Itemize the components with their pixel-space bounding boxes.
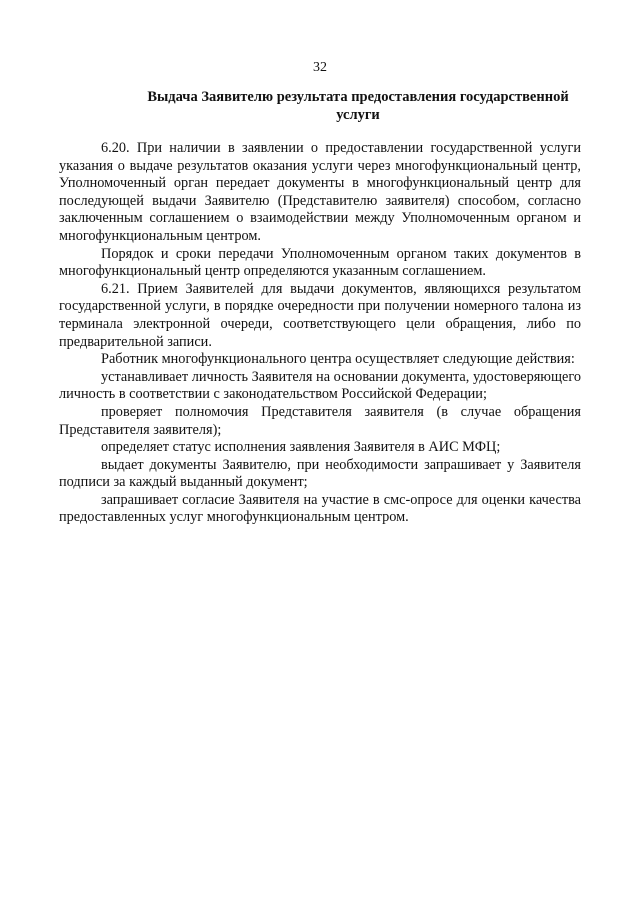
action-check-authority: проверяет полномочия Представителя заявителя (в случае обращения Представителя заявителя); <box>59 403 581 438</box>
paragraph-transfer-terms: Порядок и сроки передачи Уполномоченным органом таких документов в многофункциональный центр определяются указанным соглашением. <box>59 245 581 280</box>
document-body <box>59 140 581 527</box>
page-number: 32 <box>313 60 327 75</box>
paragraph-worker-actions: Работник многофункционального центра осуществляет следующие действия: <box>101 351 575 368</box>
section-heading-line-2: услуги <box>336 107 380 123</box>
action-request-consent: запрашивает согласие Заявителя на участие в смс-опросе для оценки качества предоставленных услуг многофункциональным центром. <box>59 491 581 526</box>
paragraph-6-21: 6.21. Прием Заявителей для выдачи документов, являющихся результатом государственной услуги, в порядке очередности при получении номерного талона из терминала электронной очереди, соответствующего цели обращения, либо по предварительной записи. <box>59 280 581 350</box>
section-heading-line-1: Выдача Заявителю результата предоставления государственной <box>147 89 569 105</box>
section-heading <box>130 88 586 124</box>
paragraph-6-20: 6.20. При наличии в заявлении о предоставлении государственной услуги указания о выдаче результатов оказания услуги через многофункциональный центр, Уполномоченный орган передает документы в многофункциональный центр для последующей выдачи Заявителю (Представителю заявителя) способом, согласно заключенным соглашением о взаимодействии между Уполномоченным органом и многофункциональным центром. <box>59 140 581 244</box>
action-check-status: определяет статус исполнения заявления Заявителя в АИС МФЦ; <box>101 439 501 456</box>
action-verify-identity: устанавливает личность Заявителя на основании документа, удостоверяющего личность в соответствии с законодательством Российской Федерации; <box>59 368 581 403</box>
action-issue-documents: выдает документы Заявителю, при необходимости запрашивает у Заявителя подписи за каждый выданный документ; <box>59 456 581 491</box>
